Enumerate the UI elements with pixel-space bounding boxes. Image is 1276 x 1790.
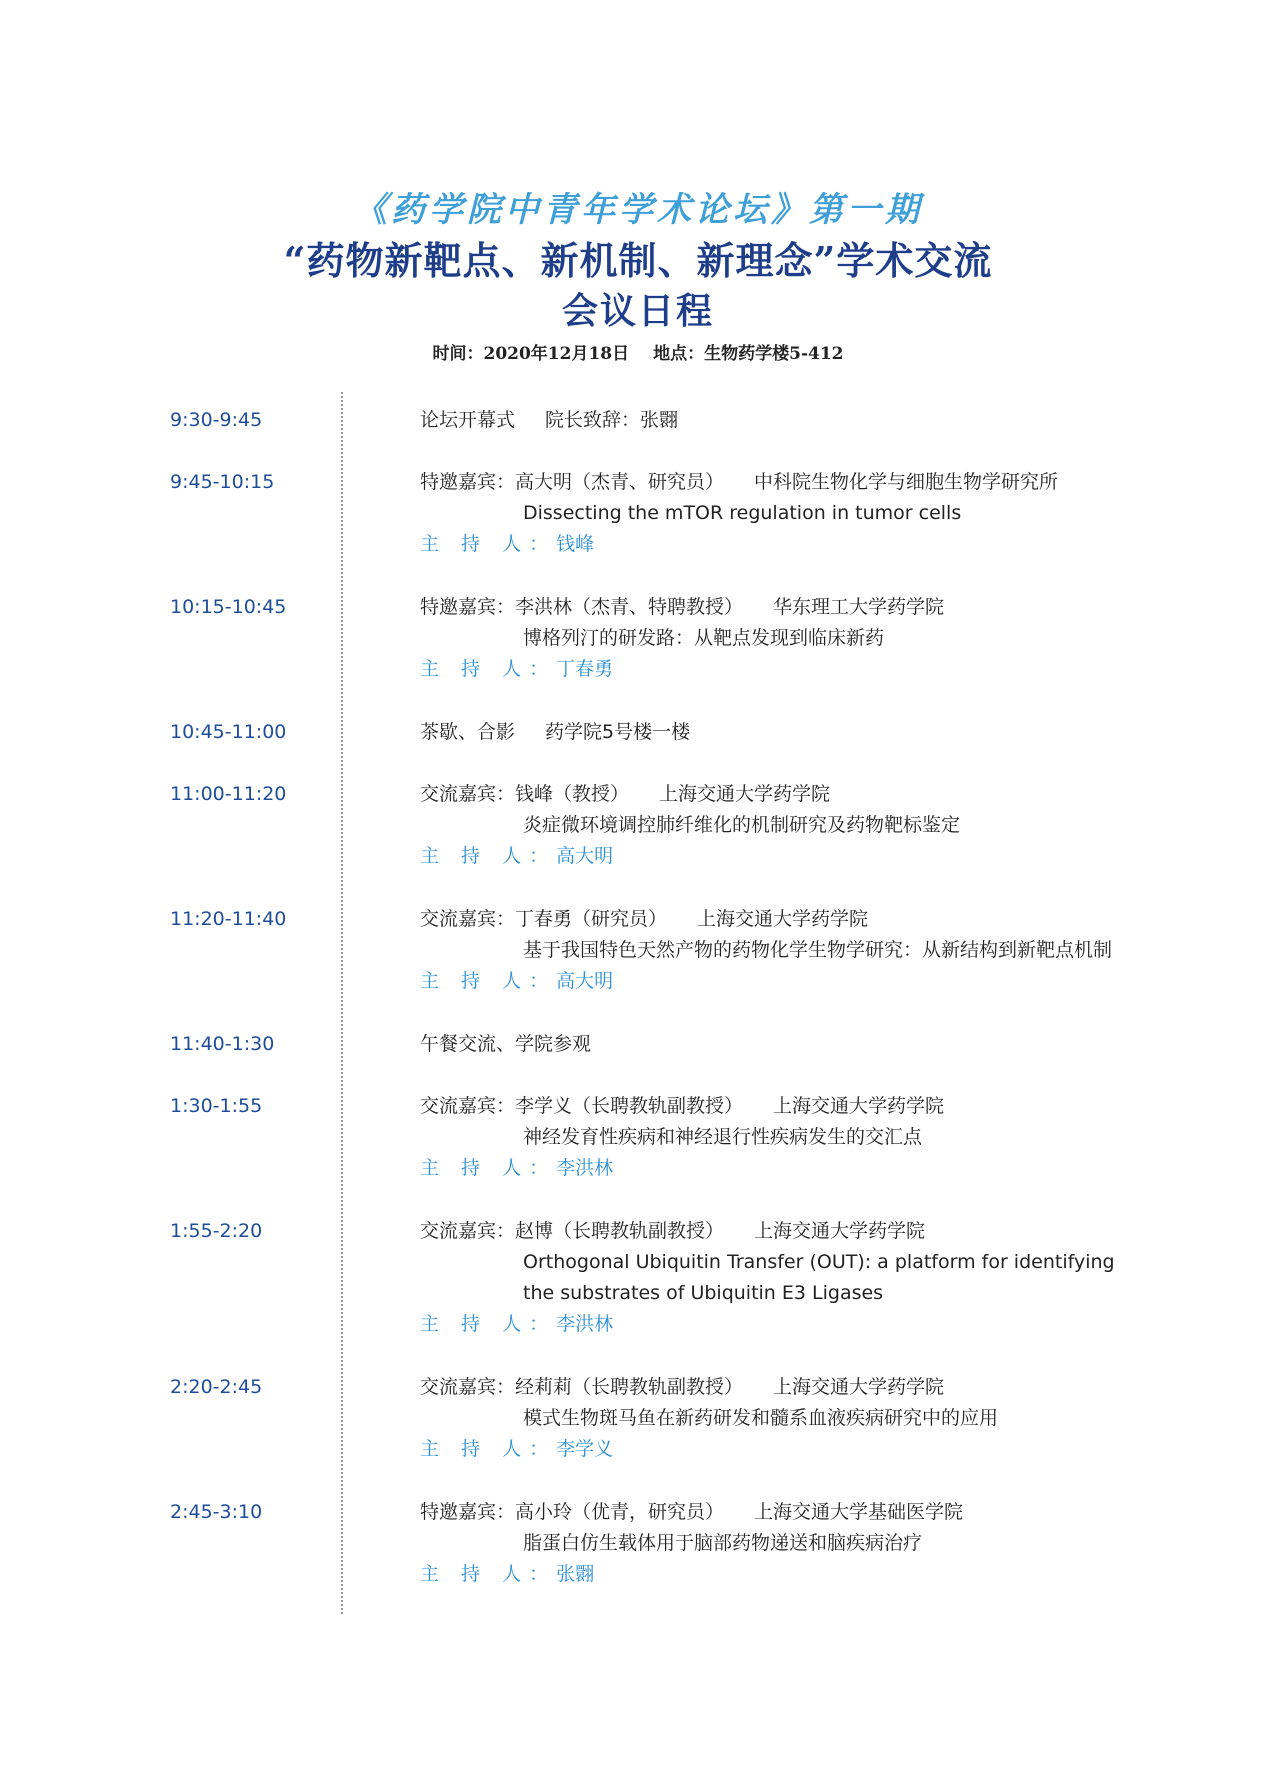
talk-topic: 基于我国特色天然产物的药物化学生物学研究：从新结构到新靶点机制 — [523, 939, 1113, 961]
host-name: 李学义 — [556, 1438, 614, 1460]
talk-topic: 模式生物斑马鱼在新药研发和髓系血液疾病研究中的应用 — [523, 1407, 999, 1429]
host-name: 李洪林 — [556, 1157, 614, 1179]
entry-time: 11:20-11:40 — [170, 908, 287, 930]
host-name: 高大明 — [556, 970, 614, 992]
entry-time: 11:40-1:30 — [170, 1033, 275, 1055]
entry-content — [420, 1029, 591, 1060]
talk-topic-continued: the substrates of Ubiquitin E3 Ligases — [523, 1282, 884, 1304]
talk-topic: Dissecting the mTOR regulation in tumor cells — [523, 502, 962, 524]
entry-content — [420, 405, 678, 436]
host-label: 主 持 人： — [420, 1313, 557, 1335]
host-label: 主 持 人： — [420, 1438, 557, 1460]
entry-content — [420, 1216, 1115, 1340]
entry-content — [420, 904, 1112, 997]
speaker-affiliation: 上海交通大学药学院 — [754, 1220, 926, 1242]
entry-content — [420, 1497, 963, 1590]
entry-content — [420, 1091, 944, 1184]
speaker-name: 李洪林（杰青、特聘教授） — [515, 596, 744, 618]
talk-topic: 炎症微环境调控肺纤维化的机制研究及药物靶标鉴定 — [523, 814, 961, 836]
entry-content — [420, 779, 960, 872]
speaker-affiliation: 中科院生物化学与细胞生物学研究所 — [754, 471, 1059, 493]
event-place: 地点：生物药学楼5-412 — [653, 344, 844, 364]
entry-time: 11:00-11:20 — [170, 783, 287, 805]
host-label: 主 持 人： — [420, 970, 557, 992]
host-label: 主 持 人： — [420, 1157, 557, 1179]
entry-time: 10:45-11:00 — [170, 721, 287, 743]
forum-series-title: 《药学院中青年学术论坛》第一期 — [353, 190, 923, 230]
speaker-name: 经莉莉（长聘教轨副教授） — [515, 1376, 744, 1398]
speaker-role: 特邀嘉宾： — [420, 471, 516, 493]
speaker-role: 交流嘉宾： — [420, 908, 516, 930]
speaker-name: 丁春勇（研究员） — [515, 908, 668, 930]
talk-topic: 脂蛋白仿生载体用于脑部药物递送和脑疾病治疗 — [523, 1532, 923, 1554]
host-label: 主 持 人： — [420, 845, 557, 867]
speaker-name: 李学义（长聘教轨副教授） — [515, 1095, 744, 1117]
speaker-role: 交流嘉宾： — [420, 783, 516, 805]
speaker-affiliation: 华东理工大学药学院 — [773, 596, 945, 618]
speaker-affiliation: 上海交通大学基础医学院 — [754, 1501, 964, 1523]
talk-topic: Orthogonal Ubiquitin Transfer (OUT): a platform for identifying — [523, 1251, 1115, 1273]
event-meta — [0, 339, 1276, 364]
host-name: 高大明 — [556, 845, 614, 867]
entry-content — [420, 717, 690, 748]
speaker-name: 钱峰（教授） — [515, 783, 630, 805]
speaker-affiliation: 上海交通大学药学院 — [659, 783, 831, 805]
entry-main: 茶歇、合影 — [420, 721, 516, 743]
entry-time: 1:30-1:55 — [170, 1095, 263, 1117]
talk-topic: 神经发育性疾病和神经退行性疾病发生的交汇点 — [523, 1126, 923, 1148]
entry-content — [420, 592, 944, 685]
entry-time: 9:30-9:45 — [170, 409, 263, 431]
speaker-role: 特邀嘉宾： — [420, 1501, 516, 1523]
entry-main: 午餐交流、学院参观 — [420, 1033, 592, 1055]
speaker-name: 赵博（长聘教轨副教授） — [515, 1220, 725, 1242]
speaker-role: 特邀嘉宾： — [420, 596, 516, 618]
talk-topic: 博格列汀的研发路：从靶点发现到临床新药 — [523, 627, 885, 649]
entry-time: 1:55-2:20 — [170, 1220, 263, 1242]
host-label: 主 持 人： — [420, 658, 557, 680]
entry-extra: 药学院5号楼一楼 — [545, 721, 691, 743]
speaker-name: 高大明（杰青、研究员） — [515, 471, 725, 493]
event-title: “药物新靶点、新机制、新理念”学术交流 — [283, 238, 993, 283]
speaker-affiliation: 上海交通大学药学院 — [773, 1095, 945, 1117]
entry-time: 10:15-10:45 — [170, 596, 287, 618]
speaker-affiliation: 上海交通大学药学院 — [773, 1376, 945, 1398]
agenda-heading: 会议日程 — [561, 290, 714, 332]
host-name: 李洪林 — [556, 1313, 614, 1335]
speaker-role: 交流嘉宾： — [420, 1095, 516, 1117]
host-label: 主 持 人： — [420, 1563, 557, 1585]
host-name: 张翾 — [556, 1563, 595, 1585]
entry-content — [420, 467, 1058, 560]
entry-time: 2:45-3:10 — [170, 1501, 263, 1523]
host-label: 主 持 人： — [420, 533, 557, 555]
speaker-name: 高小玲（优青，研究员） — [515, 1501, 725, 1523]
entry-main: 论坛开幕式 — [420, 409, 516, 431]
timeline-divider — [341, 392, 343, 1614]
speaker-affiliation: 上海交通大学药学院 — [697, 908, 869, 930]
entry-content — [420, 1372, 998, 1465]
host-name: 钱峰 — [556, 533, 595, 555]
entry-time: 9:45-10:15 — [170, 471, 275, 493]
speaker-role: 交流嘉宾： — [420, 1220, 516, 1242]
speaker-role: 交流嘉宾： — [420, 1376, 516, 1398]
host-name: 丁春勇 — [556, 658, 614, 680]
entry-time: 2:20-2:45 — [170, 1376, 263, 1398]
entry-extra: 院长致辞：张翾 — [545, 409, 679, 431]
event-time: 时间：2020年12月18日 — [432, 344, 630, 364]
